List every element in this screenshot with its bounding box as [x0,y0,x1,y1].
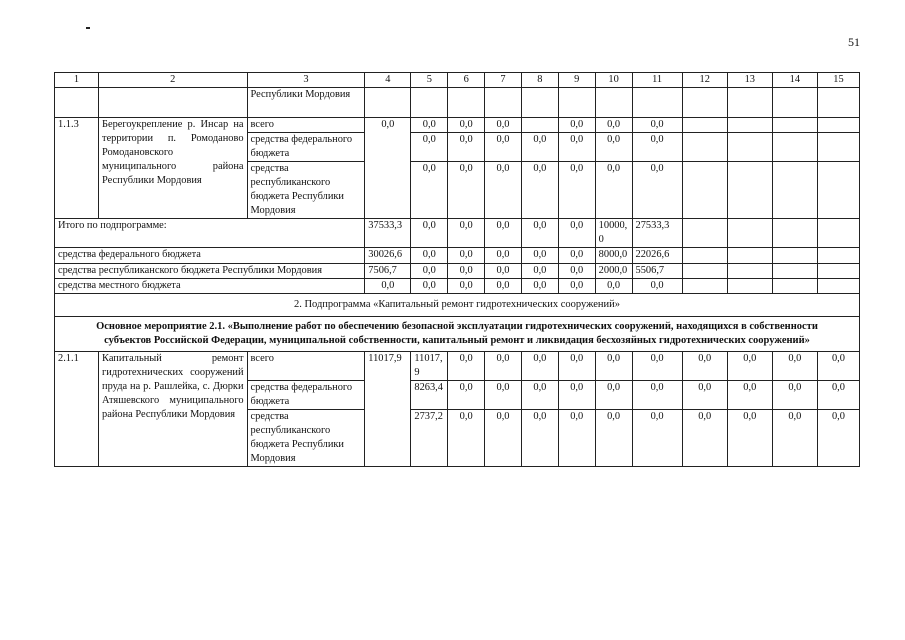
value-cell: 0,0 [817,381,859,410]
value-cell: 0,0 [632,118,682,133]
source-cell: всего [247,118,365,133]
value-cell: 0,0 [448,248,485,263]
column-number-row [55,73,860,88]
value-cell: 0,0 [365,118,411,219]
value-cell: 37533,3 [365,219,411,248]
subprogram-title: 2. Подпрограмма «Капитальный ремонт гидротехнических сооружений» [55,293,860,316]
col-number: 7 [485,73,522,88]
value-cell: 0,0 [485,278,522,293]
value-cell: 30026,6 [365,248,411,263]
value-cell: 0,0 [448,219,485,248]
value-cell: 0,0 [727,351,772,380]
value-cell: 0,0 [558,263,595,278]
col-number: 3 [247,73,365,88]
total-label: средства федерального бюджета [55,248,365,263]
value-cell: 0,0 [682,410,727,467]
value-cell: 22026,6 [632,248,682,263]
scan-mark [86,27,90,29]
col-number: 10 [595,73,632,88]
source-cell: всего [247,351,365,380]
value-cell: 0,0 [558,219,595,248]
measure-name: Берегоукрепление р. Инсар на территории п. Ромоданово Ромодановского муниципального района Республики Мордовия [99,118,248,219]
value-cell: 0,0 [448,410,485,467]
col-number: 15 [817,73,859,88]
total-label: средства местного бюджета [55,278,365,293]
value-cell: 0,0 [485,263,522,278]
col-number: 6 [448,73,485,88]
value-cell: 0,0 [558,351,595,380]
value-cell: 0,0 [485,118,522,133]
source-cell: средства республиканского бюджета Республики Мордовия [247,162,365,219]
table-row [55,88,860,118]
value-cell: 0,0 [558,118,595,133]
value-cell: 2000,0 [595,263,632,278]
value-cell: 0,0 [595,118,632,133]
total-label: Итого по подпрограмме: [55,219,365,248]
value-cell: 0,0 [595,381,632,410]
value-cell: 0,0 [411,263,448,278]
value-cell: 0,0 [558,162,595,219]
value-cell: 0,0 [727,410,772,467]
value-cell: 0,0 [411,118,448,133]
value-cell: 0,0 [521,263,558,278]
value-cell: 0,0 [448,381,485,410]
total-row [55,263,860,278]
value-cell: 0,0 [772,381,817,410]
value-cell: 10000,0 [595,219,632,248]
value-cell: 0,0 [595,162,632,219]
col-number: 8 [521,73,558,88]
value-cell: 0,0 [485,381,522,410]
value-cell: 0,0 [411,278,448,293]
source-cell: средства федерального бюджета [247,381,365,410]
value-cell: 0,0 [682,351,727,380]
value-cell: 0,0 [411,219,448,248]
total-row [55,248,860,263]
source-cell: средства республиканского бюджета Республики Мордовия [247,410,365,467]
row-number: 2.1.1 [55,351,99,466]
col-number: 12 [682,73,727,88]
table-row [55,351,860,380]
value-cell: 0,0 [595,133,632,162]
value-cell: 0,0 [411,133,448,162]
value-cell: 0,0 [521,410,558,467]
value-cell: 11017,9 [411,351,448,380]
value-cell: 0,0 [632,381,682,410]
value-cell: 11017,9 [365,351,411,466]
value-cell: 0,0 [595,278,632,293]
section-row [55,316,860,351]
value-cell: 0,0 [682,381,727,410]
total-row [55,278,860,293]
measure-name: Капитальный ремонт гидротехнических сооружений пруда на р. Рашлейка, с. Дюрки Атяшевского муниципального района Республики Мордовия [99,351,248,466]
total-label: средства республиканского бюджета Республики Мордовия [55,263,365,278]
value-cell: 0,0 [485,219,522,248]
value-cell: 0,0 [485,248,522,263]
col-number: 5 [411,73,448,88]
value-cell: 0,0 [558,248,595,263]
row-number: 1.1.3 [55,118,99,219]
value-cell: 0,0 [632,162,682,219]
value-cell: 0,0 [521,381,558,410]
col-number: 2 [99,73,248,88]
value-cell: 0,0 [448,162,485,219]
page-number: 51 [848,35,860,49]
value-cell: 0,0 [632,351,682,380]
value-cell: 0,0 [595,351,632,380]
col-number: 11 [632,73,682,88]
value-cell [521,118,558,133]
col-number: 14 [772,73,817,88]
col-number: 13 [727,73,772,88]
value-cell: 0,0 [521,351,558,380]
value-cell: 0,0 [521,219,558,248]
section-row [55,293,860,316]
col-number: 1 [55,73,99,88]
value-cell: 0,0 [772,410,817,467]
value-cell: 0,0 [558,278,595,293]
value-cell: 0,0 [448,133,485,162]
value-cell: 0,0 [558,133,595,162]
value-cell: 0,0 [448,278,485,293]
main-activity-title: Основное мероприятие 2.1. «Выполнение работ по обеспечению безопасной эксплуатации гидротехнических сооружений, находящихся в собственности субъектов Российской Федерации, муниципальной собственности, капитальный ремонт и ликвидация бесхозяйных гидротехнических сооружений» [55,316,860,351]
budget-table [54,72,860,467]
value-cell: 0,0 [595,410,632,467]
col-number: 4 [365,73,411,88]
value-cell: 7506,7 [365,263,411,278]
value-cell: 0,0 [365,278,411,293]
value-cell: 0,0 [411,248,448,263]
value-cell: 0,0 [485,351,522,380]
value-cell: 0,0 [448,118,485,133]
value-cell: 5506,7 [632,263,682,278]
value-cell: 0,0 [521,162,558,219]
source-cell: Республики Мордовия [247,88,365,118]
value-cell: 0,0 [632,278,682,293]
value-cell: 0,0 [411,162,448,219]
value-cell: 0,0 [485,410,522,467]
value-cell: 0,0 [817,351,859,380]
value-cell: 0,0 [521,248,558,263]
value-cell: 8000,0 [595,248,632,263]
value-cell: 8263,4 [411,381,448,410]
value-cell: 27533,3 [632,219,682,248]
value-cell: 0,0 [727,381,772,410]
value-cell: 0,0 [485,162,522,219]
source-cell: средства федерального бюджета [247,133,365,162]
value-cell: 0,0 [558,410,595,467]
value-cell: 0,0 [521,133,558,162]
value-cell: 0,0 [632,410,682,467]
value-cell: 0,0 [485,133,522,162]
value-cell: 0,0 [817,410,859,467]
table-row [55,118,860,133]
value-cell: 0,0 [448,351,485,380]
total-row [55,219,860,248]
col-number: 9 [558,73,595,88]
value-cell: 2737,2 [411,410,448,467]
value-cell: 0,0 [521,278,558,293]
value-cell: 0,0 [558,381,595,410]
value-cell: 0,0 [448,263,485,278]
value-cell: 0,0 [772,351,817,380]
value-cell: 0,0 [632,133,682,162]
